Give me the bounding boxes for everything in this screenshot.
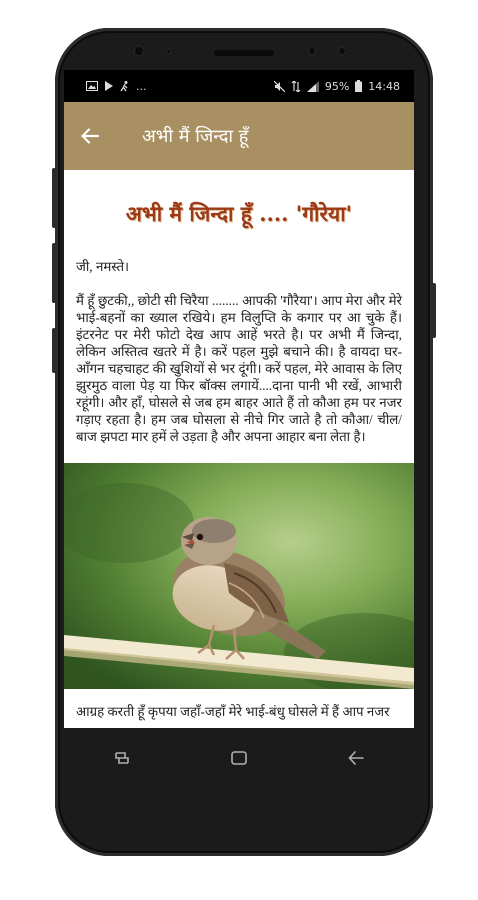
status-bar [64, 70, 414, 102]
data-arrows-icon [291, 81, 301, 92]
front-camera-icon [133, 45, 145, 57]
greeting-text: जी, नमस्ते। [76, 259, 130, 274]
article-body: मैं हूँ छुटकी,, छोटी सी चिरैया ........ आपकी 'गौरैया'। आप मेरा और मेरे भाई-बहनों का ख्याल रखिये। हम विलुप्ति के कगार पर आ चुके हैं। इंटरनेट पर मेरी फोटो देख आप आहें भरते है। पर अभी मैं जिन्दा, लेकिन अस्तित्व खतरे में है। करें पहल मुझे बचाने की। है वायदा घर-आँगन चहचाहट की खुशियों से भर दूंगी। करें पहल, मेरे आवास के लिए झुरमुठ वाला पेड़ या फिर बॉक्स लगायें....दाना पानी भी रखें, आभारी रहूंगी। और हाँ, घोसले से जब हम बाहर आते हैं तो कौआ हम पर नजर गड़ाए रहता है। हम जब घोसला से नीचे गिर जाते है तो कौआ/ चील/ बाज झपटा मार हमें ले उड़ता है और अपना आहार बना लेता है। [76, 293, 402, 444]
bixby-button [52, 328, 56, 373]
closing-text: आग्रह करती हूँ कृपया जहाँ-जहाँ मेरे भाई-बंधु घोसले में हैं आप नजर [76, 704, 390, 719]
back-nav-button[interactable] [336, 738, 376, 778]
battery-percent: 95% [324, 79, 350, 93]
more-notifications: ... [136, 79, 147, 93]
mute-icon [274, 81, 285, 92]
play-store-icon [104, 81, 114, 91]
signal-icon [307, 81, 319, 92]
sparrow-illustration [64, 463, 414, 689]
back-button[interactable] [64, 102, 116, 170]
app-bar [64, 102, 414, 170]
screen [64, 70, 414, 788]
iris-light-icon [337, 46, 347, 56]
page-title: अभी मैं जिन्दा हूँ [142, 126, 249, 147]
battery-icon [355, 80, 362, 92]
volume-up-button [52, 168, 56, 228]
recent-apps-icon [113, 749, 131, 767]
navigation-bar [64, 728, 414, 788]
home-icon [230, 749, 248, 767]
back-nav-icon [347, 749, 365, 767]
earpiece-speaker [214, 50, 274, 56]
sparrow-photo [64, 463, 414, 689]
volume-down-button [52, 243, 56, 303]
gallery-icon [86, 81, 98, 91]
iris-scanner-icon [307, 46, 317, 56]
back-arrow-icon [81, 128, 99, 144]
walk-icon [120, 81, 130, 92]
recent-apps-button[interactable] [102, 738, 142, 778]
clock: 14:48 [368, 79, 400, 93]
home-button[interactable] [219, 738, 259, 778]
sensor-icon [165, 48, 172, 55]
article-content[interactable] [64, 170, 414, 728]
article-headline: अभी मैं जिन्दा हूँ .... 'गौरेया' [125, 201, 353, 226]
power-button [432, 283, 436, 338]
